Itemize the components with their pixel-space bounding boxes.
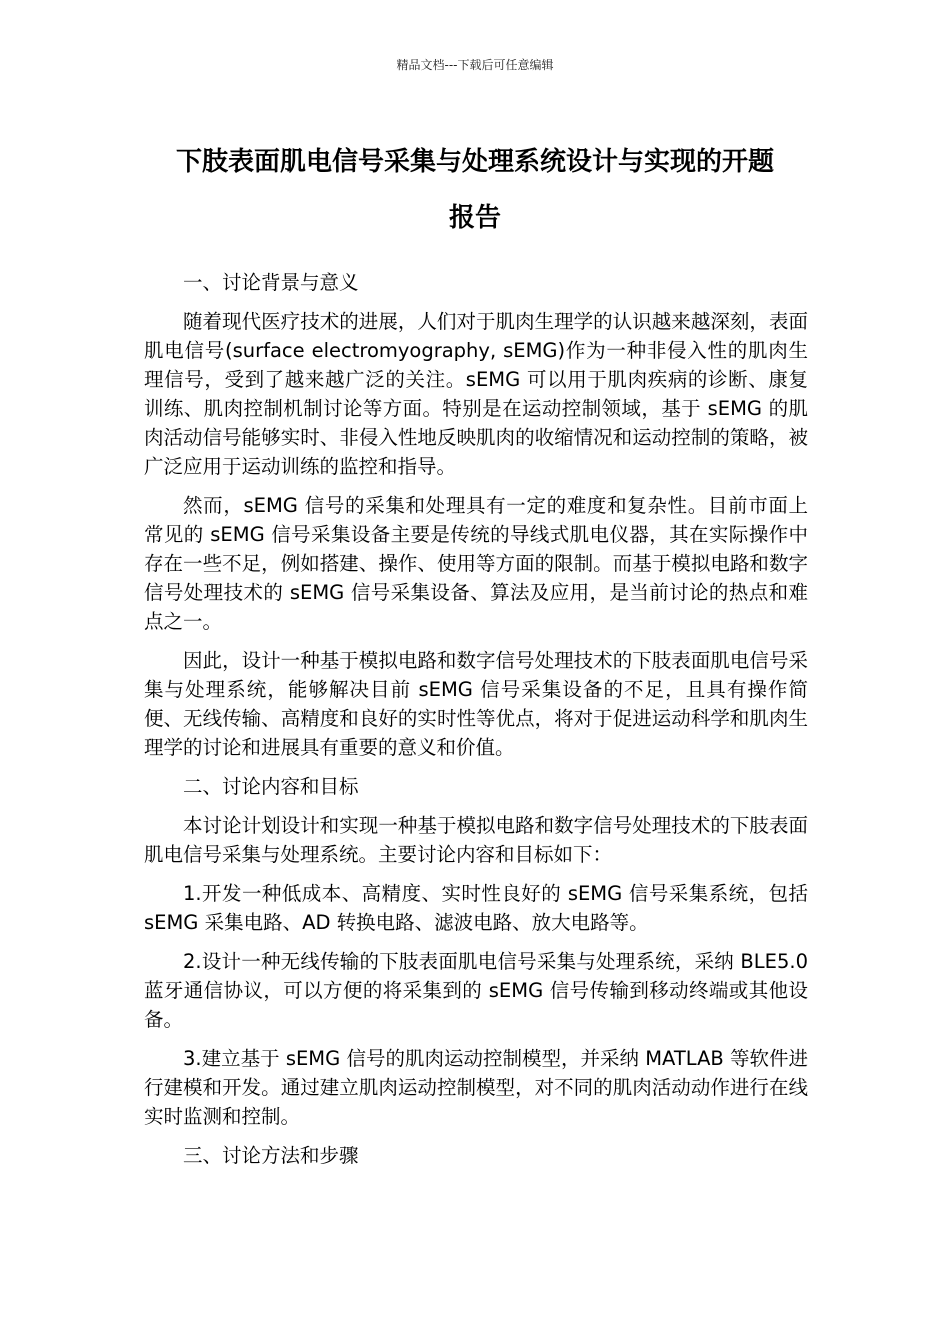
section-1-paragraph-3: 因此，设计一种基于模拟电路和数字信号处理技术的下肢表面肌电信号采集与处理系统，能够解决目前 sEMG 信号采集设备的不足，且具有操作简便、无线传输、高精度和良好的实时性等优点，将对于促进运动科学和肌肉生理学的讨论和进展具有重要的意义和价值。 xyxy=(144,649,808,759)
page-header-note: 精品文档---下载后可任意编辑 xyxy=(396,58,554,72)
section-2-list-item-1: 1.开发一种低成本、高精度、实时性良好的 sEMG 信号采集系统，包括 sEMG 采集电路、AD 转换电路、滤波电路、放大电路等。 xyxy=(144,882,808,934)
document-title xyxy=(0,134,950,246)
section-1-paragraph-2: 然而，sEMG 信号的采集和处理具有一定的难度和复杂性。目前市面上常见的 sEMG 信号采集设备主要是传统的导线式肌电仪器，其在实际操作中存在一些不足，例如搭建、操作、使用等方面的限制。而基于模拟电路和数字信号处理技术的 sEMG 信号采集设备、算法及应用，是当前讨论的热点和难点之一。 xyxy=(144,494,808,633)
section-2-paragraph-1: 本讨论计划设计和实现一种基于模拟电路和数字信号处理技术的下肢表面肌电信号采集与处理系统。主要讨论内容和目标如下： xyxy=(144,814,808,866)
section-1-paragraph-1: 随着现代医疗技术的进展，人们对于肌肉生理学的认识越来越深刻，表面肌电信号(surface electromyography, sEMG)作为一种非侵入性的肌肉生理信号，受到了越来越广泛的关注。sEMG 可以用于肌肉疾病的诊断、康复训练、肌肉控制机制讨论等方面。特别是在运动控制领域，基于 sEMG 的肌肉活动信号能够实时、非侵入性地反映肌肉的收缩情况和运动控制的策略，被广泛应用于运动训练的监控和指导。 xyxy=(144,310,808,478)
section-1-heading: 一、讨论背景与意义 xyxy=(183,271,359,294)
document-title-line-1: 下肢表面肌电信号采集与处理系统设计与实现的开题 xyxy=(175,147,774,177)
section-2-heading: 二、讨论内容和目标 xyxy=(183,775,359,798)
section-2-list-item-2: 2.设计一种无线传输的下肢表面肌电信号采集与处理系统，采纳 BLE5.0 蓝牙通信协议，可以方便的将采集到的 sEMG 信号传输到移动终端或其他设备。 xyxy=(144,950,808,1031)
document-title-line-2: 报告 xyxy=(448,203,501,233)
document-body xyxy=(144,268,808,1180)
section-2-list-item-3: 3.建立基于 sEMG 信号的肌肉运动控制模型，并采纳 MATLAB 等软件进行建模和开发。通过建立肌肉运动控制模型，对不同的肌肉活动动作进行在线实时监测和控制。 xyxy=(144,1047,808,1128)
section-3-heading: 三、讨论方法和步骤 xyxy=(183,1144,359,1167)
